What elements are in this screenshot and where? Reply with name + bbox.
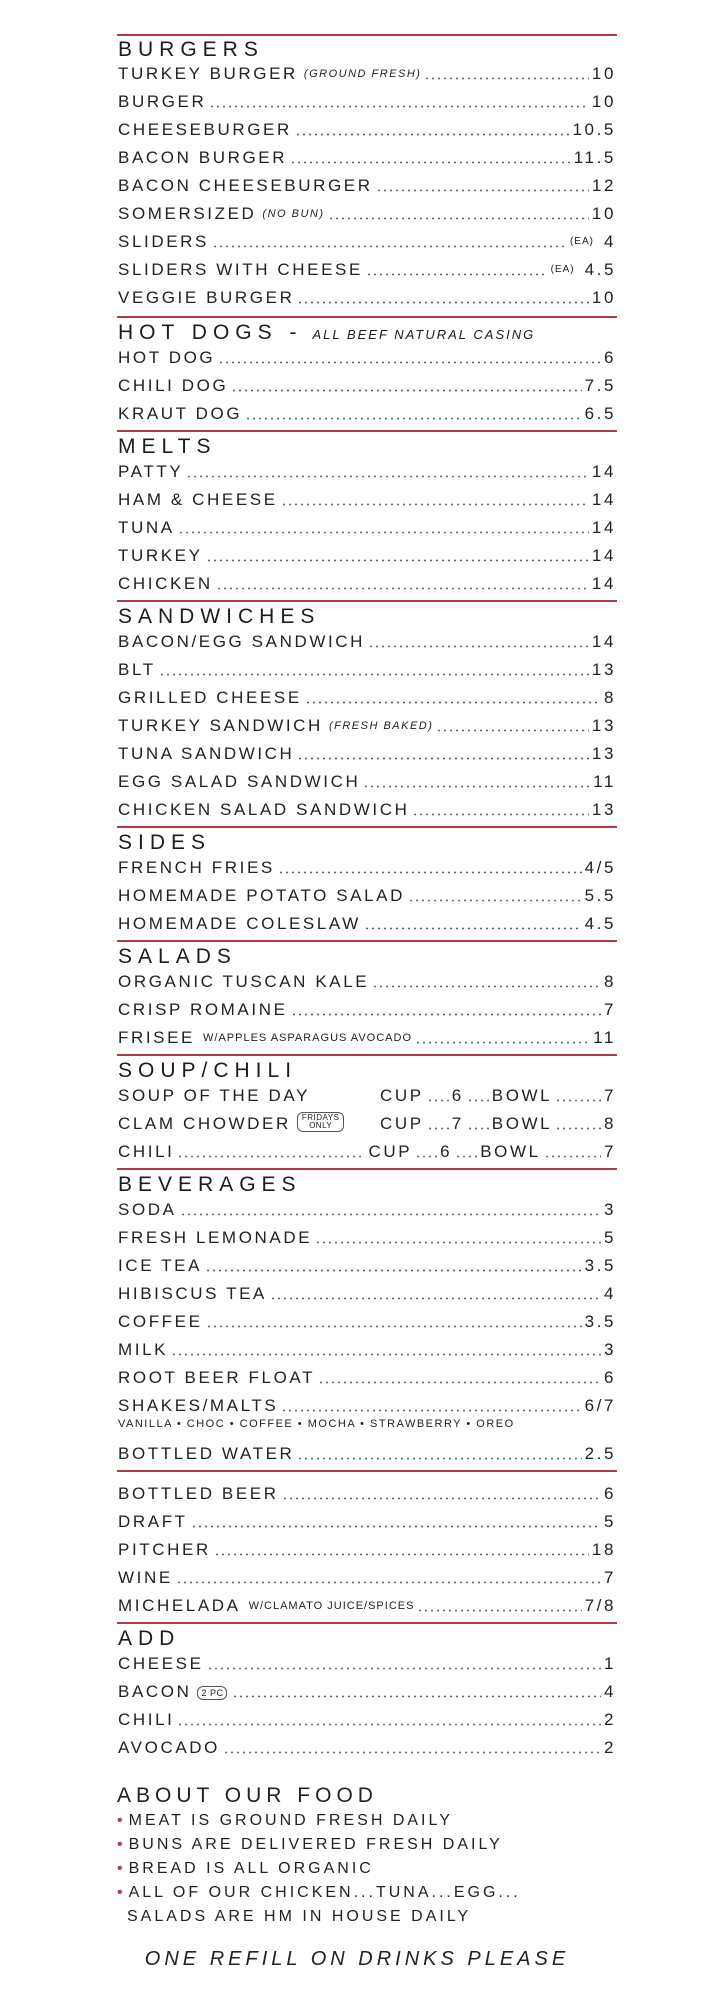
item-name: SODA bbox=[118, 1200, 177, 1219]
item-price: 6.5 bbox=[584, 404, 616, 423]
item-price: 5 bbox=[603, 1512, 616, 1531]
item-price: 4 bbox=[603, 1284, 616, 1303]
menu-item bbox=[118, 202, 616, 224]
item-price: 6 bbox=[603, 1368, 616, 1387]
item-price: 13 bbox=[591, 800, 616, 819]
cup-price: 6 bbox=[440, 1142, 453, 1161]
item-name: TUNA bbox=[118, 518, 175, 537]
dot-leader bbox=[408, 899, 582, 902]
menu-item bbox=[118, 1140, 616, 1162]
section-divider bbox=[117, 600, 617, 602]
item-price: 13 bbox=[591, 660, 616, 679]
about-bullet bbox=[117, 1836, 503, 1854]
item-name: DRAFT bbox=[118, 1512, 188, 1531]
dot-leader bbox=[415, 1155, 437, 1158]
dot-leader bbox=[291, 1013, 601, 1016]
section-divider bbox=[117, 34, 617, 36]
about-bullet-text: BREAD IS ALL ORGANIC bbox=[128, 1860, 374, 1877]
dot-leader bbox=[297, 301, 588, 304]
dot-leader bbox=[297, 757, 588, 760]
menu-item bbox=[118, 1566, 616, 1588]
shake-flavors: VANILLA • CHOC • COFFEE • MOCHA • STRAWBERRY • OREO bbox=[118, 1418, 515, 1430]
item-name: TUNA SANDWICH bbox=[118, 744, 295, 763]
bowl-label: BOWL bbox=[480, 1142, 541, 1161]
dot-leader bbox=[209, 105, 589, 108]
dot-leader bbox=[315, 1241, 601, 1244]
item-name: HAM & CHEESE bbox=[118, 490, 278, 509]
menu-item bbox=[118, 856, 616, 878]
item-price: 5 bbox=[603, 1228, 616, 1247]
dot-leader bbox=[363, 785, 590, 788]
menu-item bbox=[118, 1442, 616, 1464]
menu-item bbox=[118, 258, 616, 280]
dot-leader bbox=[206, 559, 589, 562]
dot-leader bbox=[186, 475, 589, 478]
two-piece-badge: 2 PC bbox=[197, 1686, 227, 1700]
item-name: SLIDERS bbox=[118, 232, 209, 251]
item-name: ORGANIC TUSCAN KALE bbox=[118, 972, 370, 991]
item-name: FRISEE bbox=[118, 1028, 196, 1047]
dot-leader bbox=[178, 531, 589, 534]
menu-item bbox=[118, 742, 616, 764]
dot-leader bbox=[281, 1409, 581, 1412]
item-name: BACON/EGG SANDWICH bbox=[118, 632, 366, 651]
item-name: CHICKEN SALAD SANDWICH bbox=[118, 800, 410, 819]
about-bullet bbox=[117, 1812, 453, 1830]
item-note: (GROUND FRESH) bbox=[303, 68, 422, 80]
menu-item bbox=[118, 998, 616, 1020]
dot-leader bbox=[206, 1325, 582, 1328]
dot-leader bbox=[212, 245, 565, 248]
menu-item bbox=[118, 1254, 616, 1276]
item-price: 2.5 bbox=[584, 1444, 616, 1463]
item-name: CRISP ROMAINE bbox=[118, 1000, 288, 1019]
item-price: 4 bbox=[603, 232, 616, 251]
dot-leader bbox=[366, 273, 546, 276]
section-divider bbox=[117, 316, 617, 318]
section-title-add: ADD bbox=[118, 1627, 181, 1650]
section-divider bbox=[117, 826, 617, 828]
badge-line-2: ONLY bbox=[309, 1121, 333, 1130]
section-divider bbox=[117, 1470, 617, 1472]
item-price: 7 bbox=[603, 1568, 616, 1587]
item-name: FRENCH FRIES bbox=[118, 858, 275, 877]
item-name: MICHELADA bbox=[118, 1596, 241, 1615]
dot-leader bbox=[290, 161, 571, 164]
dot-leader bbox=[180, 1213, 601, 1216]
menu-item bbox=[118, 286, 616, 308]
item-name: SOMERSIZED bbox=[118, 204, 257, 223]
menu-item bbox=[118, 1026, 616, 1048]
item-name: SOUP OF THE DAY bbox=[118, 1086, 311, 1105]
section-title-hotdogs bbox=[118, 320, 535, 348]
item-name: EGG SALAD SANDWICH bbox=[118, 772, 361, 791]
item-price: 2 bbox=[603, 1738, 616, 1757]
item-price: 3.5 bbox=[584, 1312, 616, 1331]
item-price: 12 bbox=[591, 176, 616, 195]
about-bullet-continuation: SALADS ARE HM IN HOUSE DAILY bbox=[127, 1908, 472, 1925]
dot-leader bbox=[424, 77, 588, 80]
dot-leader bbox=[278, 871, 582, 874]
item-note: (NO BUN) bbox=[262, 208, 325, 220]
bowl-price: 7 bbox=[603, 1086, 616, 1105]
item-name: COFFEE bbox=[118, 1312, 203, 1331]
menu-item bbox=[118, 1680, 616, 1702]
menu-item bbox=[118, 1482, 616, 1504]
item-price: 4/5 bbox=[584, 858, 616, 877]
dot-leader bbox=[207, 1667, 601, 1670]
section-title-sides: SIDES bbox=[118, 831, 212, 854]
menu-item bbox=[118, 1338, 616, 1360]
menu-item bbox=[118, 174, 616, 196]
menu-item bbox=[118, 970, 616, 992]
item-price: 10 bbox=[591, 204, 616, 223]
item-note: (FRESH BAKED) bbox=[328, 720, 434, 732]
menu-item bbox=[118, 1594, 616, 1616]
item-name: BACON bbox=[118, 1682, 192, 1701]
item-name: HOT DOG bbox=[118, 348, 216, 367]
item-name: FRESH LEMONADE bbox=[118, 1228, 313, 1247]
menu-item bbox=[118, 1226, 616, 1248]
item-name: BURGER bbox=[118, 92, 207, 111]
menu-item bbox=[118, 1198, 616, 1220]
menu-item bbox=[118, 374, 616, 396]
cup-price: 6 bbox=[451, 1086, 464, 1105]
item-name: BACON CHEESEBURGER bbox=[118, 176, 373, 195]
cup-price: 7 bbox=[451, 1114, 464, 1133]
item-price: 14 bbox=[591, 518, 616, 537]
item-price: 4.5 bbox=[584, 260, 616, 279]
cup-label: CUP bbox=[368, 1142, 413, 1161]
item-name: BACON BURGER bbox=[118, 148, 288, 167]
cup-label: CUP bbox=[380, 1114, 424, 1133]
item-price: 4.5 bbox=[584, 914, 616, 933]
dot-leader bbox=[372, 985, 601, 988]
dot-leader bbox=[328, 217, 589, 220]
item-price: 10 bbox=[591, 64, 616, 83]
dot-leader bbox=[205, 1269, 582, 1272]
item-name: AVOCADO bbox=[118, 1738, 220, 1757]
section-title-burgers: BURGERS bbox=[118, 38, 264, 61]
item-price: 13 bbox=[591, 744, 616, 763]
menu-item bbox=[118, 1084, 616, 1106]
hotdogs-subtitle: ALL BEEF NATURAL CASING bbox=[312, 327, 536, 342]
menu-item bbox=[118, 572, 616, 594]
item-price: 8 bbox=[603, 972, 616, 991]
menu-item bbox=[118, 1310, 616, 1332]
refill-notice: ONE REFILL ON DRINKS PLEASE bbox=[144, 1948, 570, 1970]
item-name: CHILI bbox=[118, 1710, 175, 1729]
item-price: 10 bbox=[591, 92, 616, 111]
item-price: 1 bbox=[603, 1654, 616, 1673]
item-price: 5.5 bbox=[584, 886, 616, 905]
dot-leader bbox=[297, 1457, 581, 1460]
item-price: 11 bbox=[593, 1028, 616, 1047]
section-divider bbox=[117, 430, 617, 432]
item-price: 3 bbox=[603, 1340, 616, 1359]
fridays-only-badge bbox=[297, 1112, 345, 1132]
dot-leader bbox=[455, 1155, 477, 1158]
menu-item bbox=[118, 1736, 616, 1758]
menu-item bbox=[118, 1652, 616, 1674]
about-bullet-text: ALL OF OUR CHICKEN...TUNA...EGG... bbox=[128, 1884, 521, 1901]
item-name: SLIDERS WITH CHEESE bbox=[118, 260, 363, 279]
dot-leader bbox=[171, 1353, 601, 1356]
section-divider bbox=[117, 940, 617, 942]
dot-leader bbox=[231, 389, 581, 392]
item-name: CHEESE bbox=[118, 1654, 204, 1673]
item-price: 18 bbox=[591, 1540, 616, 1559]
item-name: WINE bbox=[118, 1568, 173, 1587]
badge-line-1: FRIDAYS bbox=[301, 1113, 340, 1122]
item-name: CHILI DOG bbox=[118, 376, 229, 395]
item-name: HOMEMADE COLESLAW bbox=[118, 914, 361, 933]
bullet-dot: • bbox=[117, 1836, 126, 1853]
dot-leader bbox=[281, 503, 589, 506]
bullet-dot: • bbox=[117, 1812, 126, 1829]
menu-item bbox=[118, 460, 616, 482]
dot-leader bbox=[216, 587, 589, 590]
dot-leader bbox=[245, 417, 581, 420]
menu-item bbox=[118, 798, 616, 820]
menu-item bbox=[118, 1394, 616, 1416]
item-name: CHEESEBURGER bbox=[118, 120, 292, 139]
dot-leader bbox=[270, 1297, 601, 1300]
item-name: CHILI bbox=[118, 1142, 175, 1161]
item-unit: (EA) bbox=[569, 236, 594, 247]
menu-item bbox=[118, 1510, 616, 1532]
dot-leader bbox=[368, 645, 589, 648]
item-name: BOTTLED BEER bbox=[118, 1484, 279, 1503]
item-price: 14 bbox=[591, 574, 616, 593]
section-divider bbox=[117, 1622, 617, 1624]
item-price: 3 bbox=[603, 1200, 616, 1219]
item-name: BOTTLED WATER bbox=[118, 1444, 295, 1463]
section-title-sandwiches: SANDWICHES bbox=[118, 605, 321, 628]
dot-leader bbox=[555, 1127, 601, 1130]
dot-leader bbox=[282, 1497, 601, 1500]
item-price: 6 bbox=[603, 1484, 616, 1503]
section-title-salads: SALADS bbox=[118, 945, 237, 968]
item-price: 7.5 bbox=[584, 376, 616, 395]
dot-leader bbox=[191, 1525, 601, 1528]
item-price: 4 bbox=[603, 1682, 616, 1701]
dot-leader bbox=[415, 1041, 590, 1044]
dot-leader bbox=[218, 361, 601, 364]
item-name: PATTY bbox=[118, 462, 184, 481]
dot-leader bbox=[177, 1723, 600, 1726]
section-title-beverages: BEVERAGES bbox=[118, 1173, 302, 1196]
item-price: 6 bbox=[603, 348, 616, 367]
bullet-dot: • bbox=[117, 1884, 126, 1901]
item-name: SHAKES/MALTS bbox=[118, 1396, 279, 1415]
item-note: W/APPLES ASPARAGUS AVOCADO bbox=[203, 1032, 412, 1044]
menu-item bbox=[118, 346, 616, 368]
hotdogs-title: HOT DOGS - bbox=[118, 321, 303, 344]
dot-leader bbox=[436, 729, 588, 732]
about-title: ABOUT OUR FOOD bbox=[117, 1784, 378, 1807]
item-name: VEGGIE BURGER bbox=[118, 288, 295, 307]
item-name: CLAM CHOWDER bbox=[118, 1114, 291, 1133]
cup-label: CUP bbox=[380, 1086, 424, 1105]
item-price: 7 bbox=[603, 1000, 616, 1019]
menu-item bbox=[118, 402, 616, 424]
item-price: 3.5 bbox=[584, 1256, 616, 1275]
menu-item bbox=[118, 686, 616, 708]
dot-leader bbox=[427, 1099, 449, 1102]
bowl-price: 8 bbox=[603, 1114, 616, 1133]
about-bullet bbox=[117, 1860, 374, 1878]
item-price: 11.5 bbox=[573, 148, 616, 167]
item-name: CHICKEN bbox=[118, 574, 213, 593]
item-name: BLT bbox=[118, 660, 156, 679]
item-price: 7/8 bbox=[584, 1596, 616, 1615]
dot-leader bbox=[232, 1695, 600, 1698]
item-name: ROOT BEER FLOAT bbox=[118, 1368, 316, 1387]
menu-item bbox=[118, 1112, 616, 1134]
dot-leader bbox=[318, 1381, 601, 1384]
about-bullet-text: BUNS ARE DELIVERED FRESH DAILY bbox=[128, 1836, 503, 1853]
menu-item bbox=[118, 488, 616, 510]
menu-item bbox=[118, 146, 616, 168]
menu-item bbox=[118, 630, 616, 652]
menu-item bbox=[118, 1538, 616, 1560]
menu-item bbox=[118, 1366, 616, 1388]
menu-item bbox=[118, 230, 616, 252]
menu-item bbox=[118, 544, 616, 566]
section-title-soup: SOUP/CHILI bbox=[118, 1059, 298, 1082]
item-name: PITCHER bbox=[118, 1540, 211, 1559]
bowl-price: 7 bbox=[603, 1142, 616, 1161]
dot-leader bbox=[555, 1099, 601, 1102]
dot-leader bbox=[467, 1099, 489, 1102]
item-price: 10 bbox=[591, 288, 616, 307]
dot-leader bbox=[176, 1581, 601, 1584]
section-divider bbox=[117, 1054, 617, 1056]
dot-leader bbox=[376, 189, 589, 192]
item-name: HOMEMADE POTATO SALAD bbox=[118, 886, 405, 905]
dot-leader bbox=[412, 813, 588, 816]
item-price: 10.5 bbox=[572, 120, 616, 139]
item-name: TURKEY BURGER bbox=[118, 64, 298, 83]
menu-item bbox=[118, 912, 616, 934]
bullet-dot: • bbox=[117, 1860, 126, 1877]
item-name: TURKEY SANDWICH bbox=[118, 716, 323, 735]
about-bullet-text: MEAT IS GROUND FRESH DAILY bbox=[128, 1812, 453, 1829]
item-price: 14 bbox=[591, 490, 616, 509]
item-price: 8 bbox=[603, 688, 616, 707]
bowl-label: BOWL bbox=[491, 1086, 553, 1105]
dot-leader bbox=[223, 1751, 601, 1754]
dot-leader bbox=[544, 1155, 601, 1158]
item-name: TURKEY bbox=[118, 546, 203, 565]
menu-item bbox=[118, 770, 616, 792]
menu-item bbox=[118, 90, 616, 112]
dot-leader bbox=[159, 673, 589, 676]
item-price: 13 bbox=[591, 716, 616, 735]
menu-item bbox=[118, 714, 616, 736]
item-name: GRILLED CHEESE bbox=[118, 688, 302, 707]
item-name-wrap bbox=[118, 1112, 380, 1134]
menu-item bbox=[118, 884, 616, 906]
item-price: 2 bbox=[603, 1710, 616, 1729]
menu-item bbox=[118, 118, 616, 140]
item-note: W/CLAMATO JUICE/SPICES bbox=[248, 1600, 415, 1612]
dot-leader bbox=[214, 1553, 589, 1556]
about-bullet bbox=[117, 1884, 521, 1902]
dot-leader bbox=[177, 1155, 365, 1158]
item-price: 6/7 bbox=[584, 1396, 616, 1415]
item-name: MILK bbox=[118, 1340, 169, 1359]
menu-item bbox=[118, 1708, 616, 1730]
dot-leader bbox=[295, 133, 570, 136]
item-unit: (EA) bbox=[550, 264, 575, 275]
item-price: 11 bbox=[593, 772, 616, 791]
item-name: ICE TEA bbox=[118, 1256, 203, 1275]
dot-leader bbox=[467, 1127, 489, 1130]
menu-item bbox=[118, 62, 616, 84]
dot-leader bbox=[364, 927, 582, 930]
item-price: 14 bbox=[591, 462, 616, 481]
item-name: KRAUT DOG bbox=[118, 404, 243, 423]
menu-item bbox=[118, 516, 616, 538]
menu-item bbox=[118, 658, 616, 680]
bowl-label: BOWL bbox=[491, 1114, 553, 1133]
item-name: HIBISCUS TEA bbox=[118, 1284, 267, 1303]
dot-leader bbox=[305, 701, 601, 704]
menu-item bbox=[118, 1282, 616, 1304]
section-title-melts: MELTS bbox=[118, 435, 217, 458]
dot-leader bbox=[417, 1609, 581, 1612]
item-price: 14 bbox=[591, 546, 616, 565]
dot-leader bbox=[427, 1127, 449, 1130]
section-divider bbox=[117, 1168, 617, 1170]
item-price: 14 bbox=[591, 632, 616, 651]
